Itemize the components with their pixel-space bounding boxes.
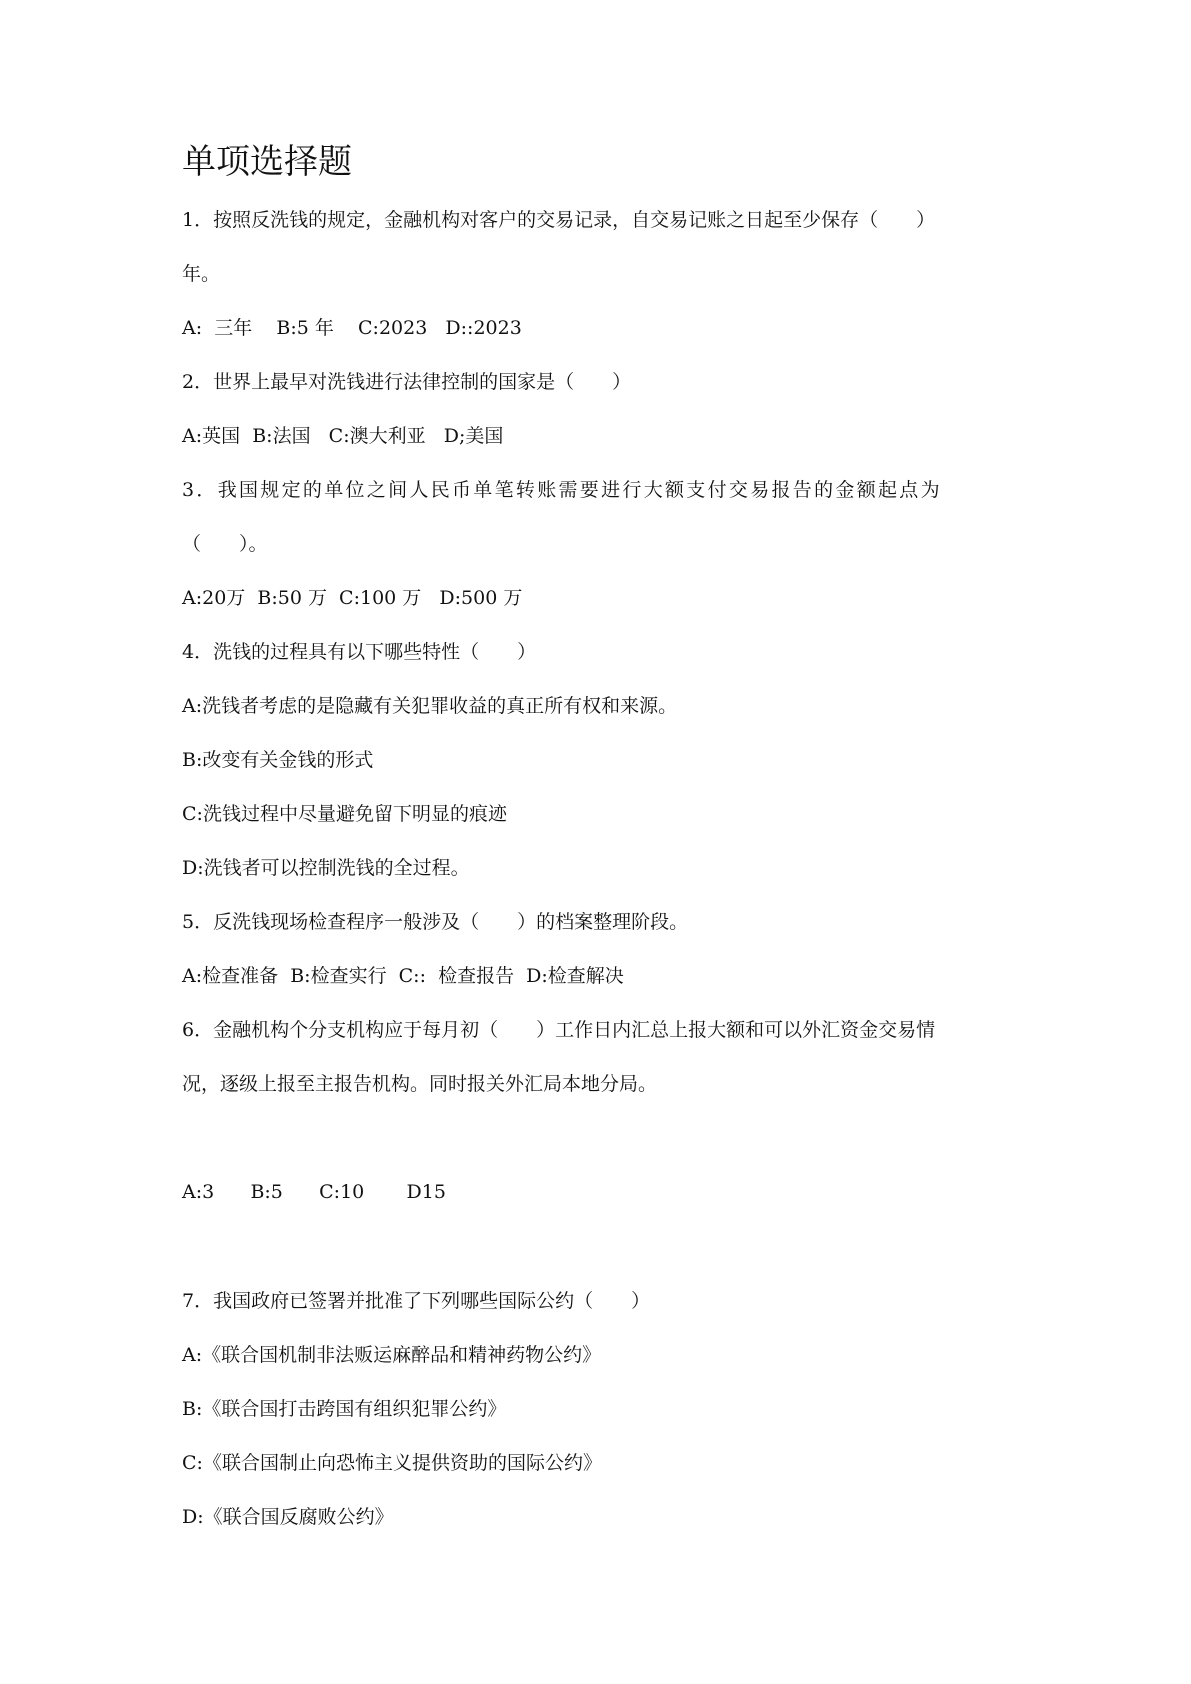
q1-stem-line1: 1．按照反洗钱的规定，金融机构对客户的交易记录，自交易记账之日起至少保存（ ） [182, 209, 936, 231]
q1-stem-line2: 年。 [182, 263, 221, 285]
q2-options: A:英国 B:法国 C:澳大利亚 D;美国 [182, 425, 504, 447]
q3-stem-line2: （ ）。 [182, 533, 268, 555]
q2-stem: 2．世界上最早对洗钱进行法律控制的国家是（ ） [182, 371, 632, 393]
q5-stem: 5．反洗钱现场检查程序一般涉及（ ）的档案整理阶段。 [182, 911, 689, 933]
q4-option-d: D:洗钱者可以控制洗钱的全过程。 [182, 857, 470, 879]
q7-stem: 7．我国政府已签署并批准了下列哪些国际公约（ ） [182, 1290, 651, 1312]
q6-stem-line1: 6．金融机构个分支机构应于每月初（ ）工作日内汇总上报大额和可以外汇资金交易情 [182, 1019, 936, 1041]
q4-option-a: A:洗钱者考虑的是隐藏有关犯罪收益的真正所有权和来源。 [182, 695, 678, 717]
q6-stem-line2: 况，逐级上报至主报告机构。同时报关外汇局本地分局。 [182, 1073, 658, 1095]
q7-option-c: C:《联合国制止向恐怖主义提供资助的国际公约》 [182, 1452, 602, 1474]
q5-options: A:检查准备 B:检查实行 C:: 检查报告 D:检查解决 [182, 965, 624, 987]
q3-stem-line1: 3．我国规定的单位之间人民币单笔转账需要进行大额支付交易报告的金额起点为 [182, 479, 942, 501]
q4-stem: 4．洗钱的过程具有以下哪些特性（ ） [182, 641, 537, 663]
q3-options: A:20万 B:50 万 C:100 万 D:500 万 [182, 587, 523, 609]
q1-options: A: 三年 B:5 年 C:2023 D::2023 [182, 317, 522, 339]
q7-option-d: D:《联合国反腐败公约》 [182, 1506, 394, 1528]
q7-option-a: A:《联合国机制非法贩运麻醉品和精神药物公约》 [182, 1344, 602, 1366]
q4-option-b: B:改变有关金钱的形式 [182, 749, 374, 771]
q6-options: A:3 B:5 C:10 D15 [182, 1181, 446, 1203]
section-title: 单项选择题 [182, 142, 352, 182]
q4-option-c: C:洗钱过程中尽量避免留下明显的痕迹 [182, 803, 507, 825]
q7-option-b: B:《联合国打击跨国有组织犯罪公约》 [182, 1398, 507, 1420]
